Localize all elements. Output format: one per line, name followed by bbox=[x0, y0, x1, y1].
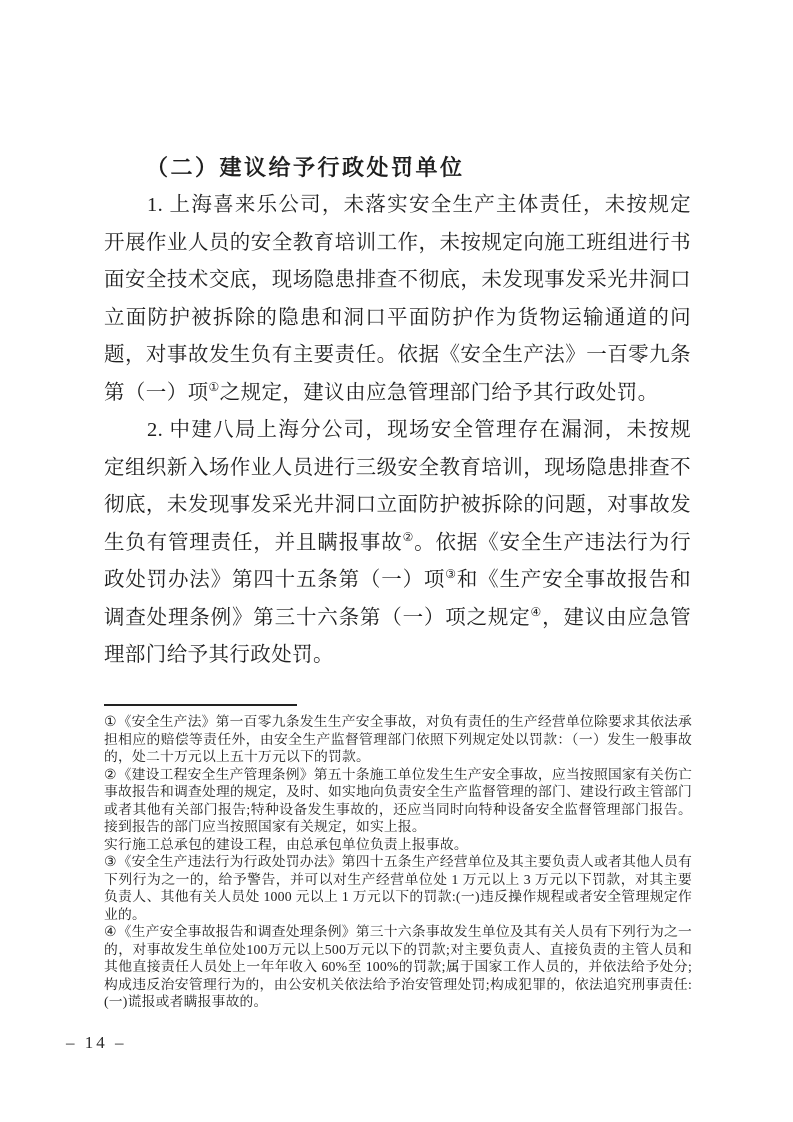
footnote-marker: ③ bbox=[104, 854, 117, 869]
page-number: – 14 – bbox=[66, 1033, 127, 1052]
footnote: ①《安全生产法》第一百零九条发生生产安全事故，对负有责任的生产经营单位除要求其依法承担相应的赔偿等责任外，由安全生产监督管理部门依照下列规定处以罚款：（一）发生一般事故的，处二十万元以上五十万元以下的罚款。 bbox=[104, 714, 692, 764]
footnote-marker: ④ bbox=[104, 924, 117, 939]
footnote-ref: ② bbox=[402, 529, 415, 544]
body-paragraph: 1. 上海喜来乐公司，未落实安全生产主体责任，未按规定开展作业人员的安全教育培训工作，未按规定向施工班组进行书面安全技术交底，现场隐患排查不彻底，未发现事发采光井洞口立面防护被拆除的隐患和洞口平面防护作为货物运输通道的问题，对事故发生负有主要责任。依据《安全生产法》一百零九条第（一）项①之规定，建议由应急管理部门给予其行政处罚。 bbox=[104, 194, 691, 404]
footnote-ref: ④ bbox=[530, 604, 543, 619]
body-paragraph: 2. 中建八局上海分公司，现场安全管理存在漏洞，未按规定组织新入场作业人员进行三级安全教育培训，现场隐患排查不彻底，未发现事发采光井洞口立面防护被拆除的问题，对事故发生负有管理责任，并且瞒报事故②。依据《安全生产违法行为行政处罚办法》第四十五条第（一）项③和《生产安全事故报告和调查处理条例》第三十六条第（一）项之规定④，建议由应急管理部门给予其行政处罚。 bbox=[104, 419, 691, 666]
footnote-ref: ① bbox=[208, 379, 220, 394]
document-body bbox=[104, 149, 691, 675]
footnote-ref: ③ bbox=[445, 567, 457, 582]
footnotes-section bbox=[104, 704, 692, 1011]
footnote-marker: ② bbox=[104, 766, 117, 782]
footnote: ②《建设工程安全生产管理条例》第五十条施工单位发生生产安全事故，应当按照国家有关伤亡事故报告和调查处理的规定，及时、如实地向负责安全生产监督管理的部门、建设行政主管部门或者其他有关部门报告;特种设备发生事故的，还应当同时向特种设备安全监督管理部门报告。接到报告的部门应当按照国家有关规定，如实上报。 bbox=[104, 766, 692, 834]
footnote: ③《安全生产违法行为行政处罚办法》第四十五条生产经营单位及其主要负责人或者其他人员有下列行为之一的，给予警告，并可以对生产经营单位处 1 万元以上 3 万元以下罚款，对其主要负责人、其他有关人员处 1000 元以上 1 万元以下的罚款:(一)违反操作规程或者安全管理规定作业的。 bbox=[104, 854, 692, 922]
body-paragraphs bbox=[104, 187, 691, 675]
footnote-continuation: 实行施工总承包的建设工程，由总承包单位负责上报事故。 bbox=[104, 836, 468, 852]
section-heading: （二）建议给予行政处罚单位 bbox=[146, 155, 465, 180]
footnote: ④《生产安全事故报告和调查处理条例》第三十六条事故发生单位及其有关人员有下列行为之一的，对事故发生单位处100万元以上500万元以下的罚款;对主要负责人、直接负责的主管人员和其他直接责任人员处上一年年收入 60%至 100%的罚款;属于国家工作人员的，并依法给予处分;构成违反治安管理行为的，由公安机关依法给予治安管理处罚;构成犯罪的，依法追究刑事责任:(一)谎报或者瞒报事故的。 bbox=[104, 924, 692, 1009]
footnote-marker: ① bbox=[104, 714, 117, 729]
footnote-list bbox=[104, 713, 692, 1011]
footnote-divider bbox=[104, 704, 297, 706]
